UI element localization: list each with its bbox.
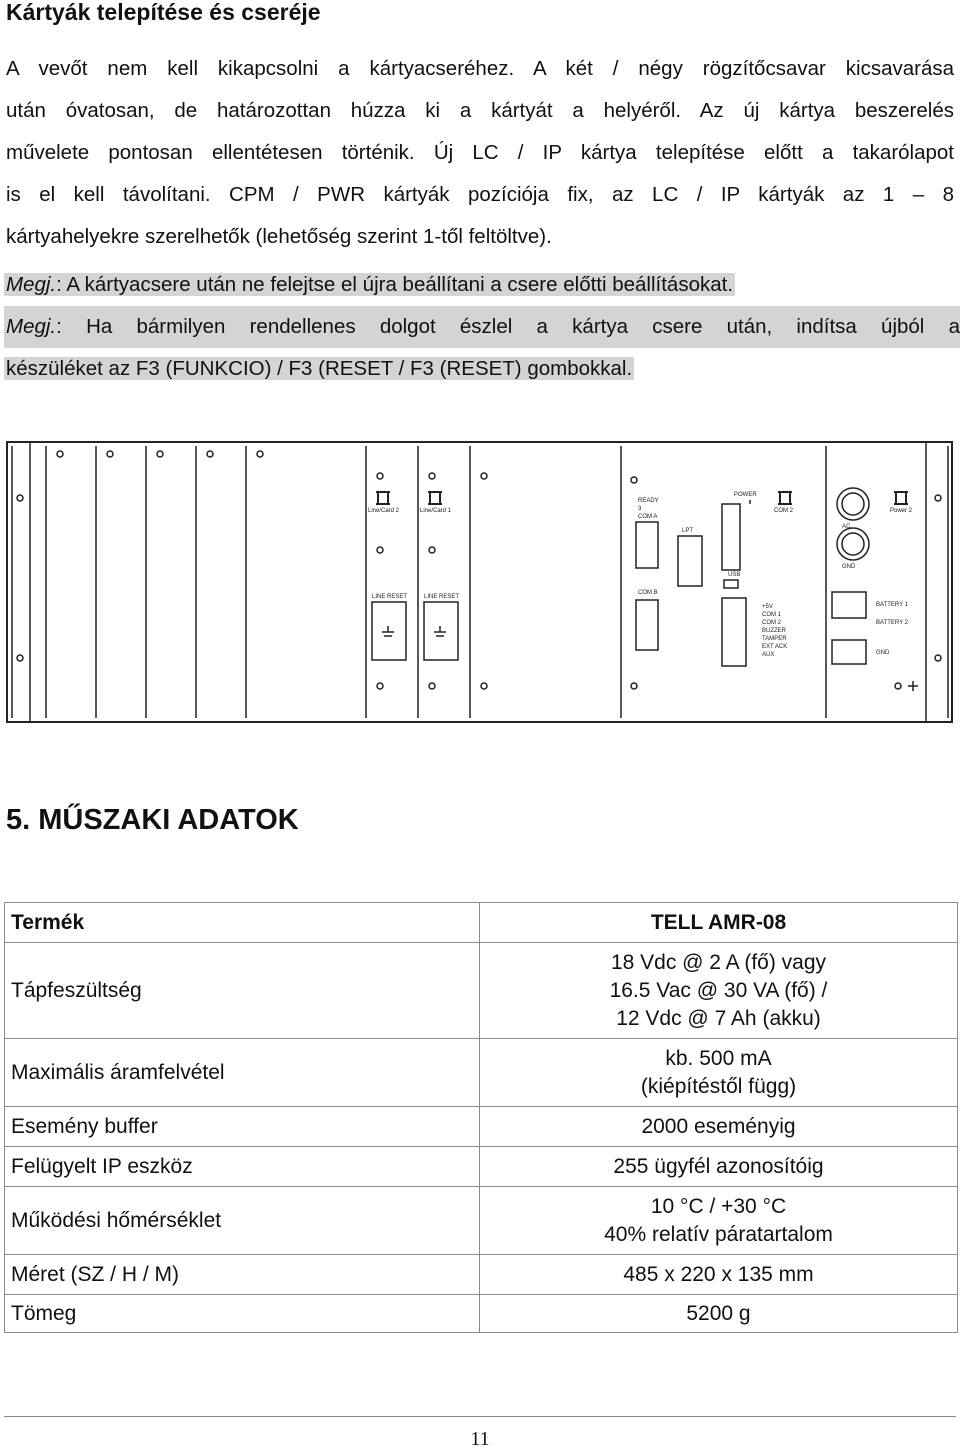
line-card-2	[368, 492, 407, 660]
table-cell-value	[480, 943, 958, 1039]
table-cell-value: 255 ügyfél azonosítóig	[480, 1147, 958, 1187]
paragraph-line: kártyahelyekre szerelhetők (lehetőség szerint 1-től feltöltve).	[6, 225, 552, 248]
status-label: COM 2	[762, 620, 782, 626]
line-reset-1-label: LINE RESET	[424, 594, 460, 600]
page-number: 11	[470, 1428, 490, 1450]
table-row	[5, 903, 958, 943]
note-label: Megj.	[6, 273, 57, 296]
status-label: BUZZER	[762, 628, 786, 634]
rack-front-panel-diagram	[6, 440, 954, 725]
line-card-1-label: Line/Card 1	[420, 508, 452, 514]
value-line: 18 Vdc @ 2 A (fő) vagy	[610, 950, 827, 974]
table-row	[5, 943, 958, 1039]
line-card-2-label: Line/Card 2	[368, 508, 400, 514]
value-line: 12 Vdc @ 7 Ah (akku)	[616, 1006, 821, 1030]
table-row	[5, 1039, 958, 1107]
heading: Kártyák telepítése és cseréje	[6, 0, 321, 25]
table-cell-value: 2000 eseményig	[480, 1107, 958, 1147]
com-b-label: COM B	[638, 590, 658, 596]
line-reset-2-label: LINE RESET	[372, 594, 408, 600]
battery-1-label: BATTERY 1	[876, 602, 909, 608]
table-cell-key: Tápfeszültség	[5, 943, 480, 1039]
footer-divider	[4, 1416, 956, 1417]
aux-label: GND	[876, 650, 890, 656]
table-row	[5, 1187, 958, 1255]
note-label: Megj.	[6, 315, 57, 338]
status-label: EXT ACK	[762, 644, 788, 650]
com-a-label: COM A	[638, 514, 658, 520]
table-cell-value: 485 x 220 x 135 mm	[480, 1255, 958, 1295]
table-cell-key: Felügyelt IP eszköz	[5, 1147, 480, 1187]
table-cell-value: 5200 g	[480, 1295, 958, 1333]
line-card-1	[420, 492, 459, 660]
table-row	[5, 1107, 958, 1147]
gnd-label: GND	[842, 564, 856, 570]
status-label: +5V	[762, 604, 773, 610]
power-2-label: Power 2	[890, 508, 913, 514]
status-label: AUX	[762, 652, 775, 658]
battery-2-label: BATTERY 2	[876, 620, 909, 626]
table-row	[5, 1255, 958, 1295]
note-2	[4, 306, 960, 390]
note-1	[4, 264, 735, 306]
table-cell-key: Méret (SZ / H / M)	[5, 1255, 480, 1295]
value-line: 10 °C / +30 °C	[650, 1194, 787, 1218]
power-card	[832, 488, 913, 664]
note-text: készüléket az F3 (FUNKCIO) / F3 (RESET / F3 (RESET) gombokkal.	[6, 357, 633, 380]
table-cell-value	[480, 1187, 958, 1255]
paragraph-line: művelete pontosan ellentétesen történik. Új LC / IP kártya telepítése előtt a takarólapot	[6, 141, 954, 164]
value-line: 16.5 Vac @ 30 VA (fő) /	[609, 978, 828, 1002]
paragraph	[6, 48, 954, 258]
table-cell-key: Működési hőmérséklet	[5, 1187, 480, 1255]
blank-slot-panels	[46, 446, 918, 718]
value-line: (kiépítéstől függ)	[640, 1074, 797, 1098]
ready-number: 3	[638, 506, 642, 512]
table-row	[5, 1147, 958, 1187]
ready-label: READY	[638, 498, 659, 504]
note-text: : A kártyacsere után ne felejtse el újra beállítani a csere előtti beállításokat.	[56, 273, 734, 296]
table-cell-value	[480, 1039, 958, 1107]
status-label: TAMPER	[762, 636, 787, 642]
table-cell-value: TELL AMR-08	[480, 903, 958, 943]
lpt-label: LPT	[682, 528, 694, 534]
ac-label: AC	[842, 524, 851, 530]
table-row	[5, 1295, 958, 1333]
table-cell-key: Esemény buffer	[5, 1107, 480, 1147]
table-cell-key: Maximális áramfelvétel	[5, 1039, 480, 1107]
value-line: 40% relatív páratartalom	[604, 1222, 833, 1246]
paragraph-line: is el kell távolítani. CPM / PWR kártyák pozíciója fix, az LC / IP kártyák az 1 – 8	[6, 183, 954, 206]
table-cell-key: Termék	[5, 903, 480, 943]
power-label: POWER	[734, 492, 757, 498]
value-line: kb. 500 mA	[665, 1046, 772, 1070]
cpu-card	[636, 492, 794, 666]
table-cell-key: Tömeg	[5, 1295, 480, 1333]
paragraph-line: A vevőt nem kell kikapcsolni a kártyacseréhez. A két / négy rögzítőcsavar kicsavarása	[6, 57, 954, 80]
note-text: : Ha bármilyen rendellenes dolgot észlel a kártya csere után, indítsa újból a	[56, 315, 960, 338]
paragraph-line: után óvatosan, de határozottan húzza ki a kártyát a helyéről. Az új kártya beszerelés	[6, 99, 954, 122]
section-title: 5. MŰSZAKI ADATOK	[6, 804, 299, 836]
specs-table	[4, 902, 958, 1333]
usb-label: USB	[728, 572, 741, 578]
com-2-label: COM 2	[774, 508, 794, 514]
status-label: COM 1	[762, 612, 782, 618]
